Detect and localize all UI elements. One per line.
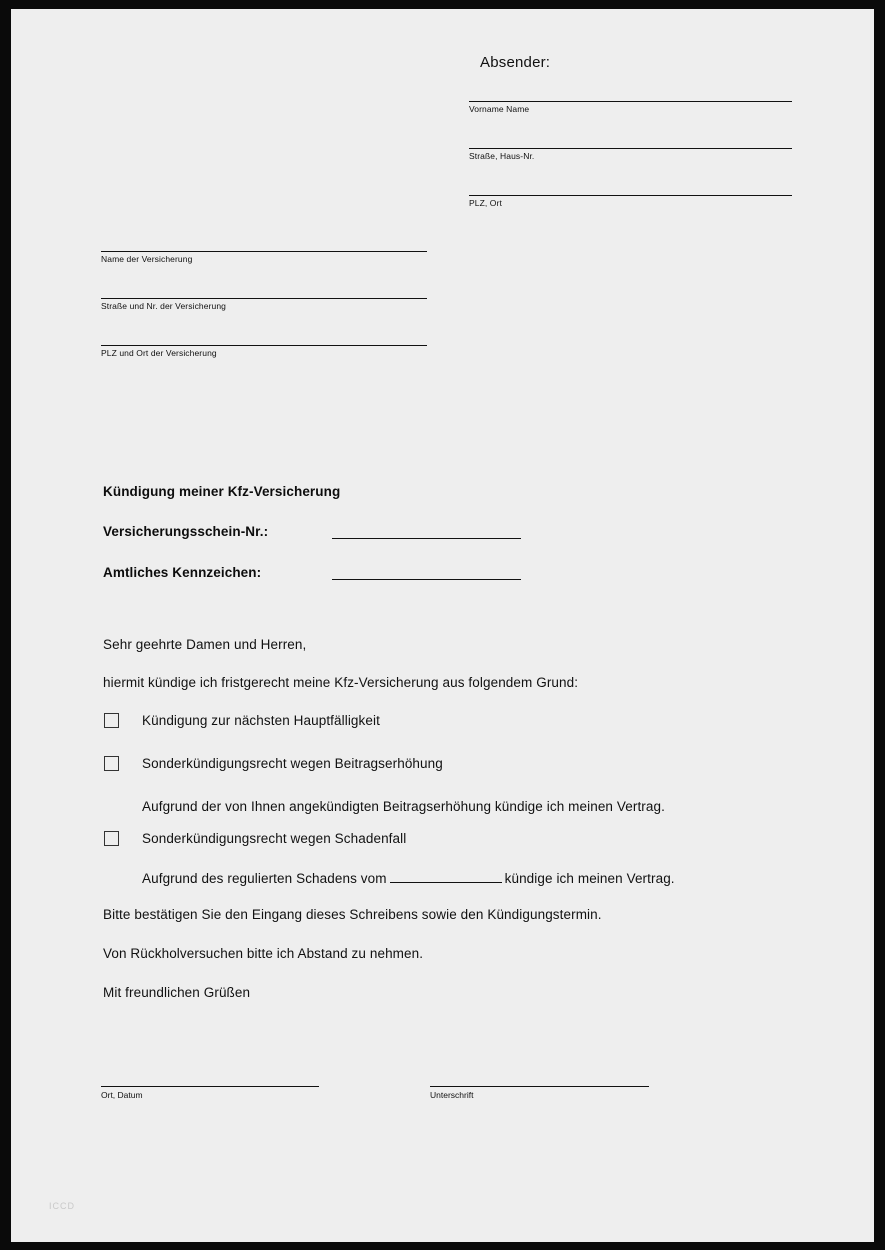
recipient-city-field[interactable] [101, 345, 427, 358]
recipient-street-caption: Straße und Nr. der Versicherung [101, 301, 226, 311]
recipient-city-caption: PLZ und Ort der Versicherung [101, 348, 217, 358]
policy-number-input[interactable] [332, 538, 521, 539]
signature-caption: Unterschrift [430, 1090, 474, 1100]
option-label-schadenfall: Sonderkündigungsrecht wegen Schadenfall [142, 831, 407, 846]
option-label-beitragserhoehung: Sonderkündigungsrecht wegen Beitragserhöhung [142, 756, 443, 771]
option-note-schadenfall [142, 871, 675, 886]
sender-name-caption: Vorname Name [469, 104, 530, 114]
sender-name-rule [469, 101, 792, 102]
checkbox-beitragserhoehung[interactable] [104, 756, 119, 771]
closing-text: Mit freundlichen Grüßen [103, 985, 251, 1000]
watermark-label: ICCD [49, 1201, 75, 1211]
plate-label: Amtliches Kennzeichen: [103, 565, 262, 580]
document-sheet [11, 9, 874, 1242]
signature-rule [430, 1086, 649, 1087]
option-label-hauptfaelligkeit: Kündigung zur nächsten Hauptfälligkeit [142, 713, 380, 728]
sender-name-field[interactable] [469, 101, 792, 114]
sender-heading: Absender: [480, 54, 551, 71]
intro-text: hiermit kündige ich fristgerecht meine Kfz-Versicherung aus folgendem Grund: [103, 675, 579, 690]
sender-city-caption: PLZ, Ort [469, 198, 502, 208]
recipient-street-rule [101, 298, 427, 299]
checkbox-hauptfaelligkeit[interactable] [104, 713, 119, 728]
schadenfall-note-after: kündige ich meinen Vertrag. [504, 871, 675, 886]
salutation: Sehr geehrte Damen und Herren, [103, 637, 307, 652]
option-note-beitragserhoehung: Aufgrund der von Ihnen angekündigten Beitragserhöhung kündige ich meinen Vertrag. [142, 799, 665, 814]
sender-city-field[interactable] [469, 195, 792, 208]
recipient-name-rule [101, 251, 427, 252]
recipient-name-field[interactable] [101, 251, 427, 264]
sender-street-rule [469, 148, 792, 149]
checkbox-schadenfall[interactable] [104, 831, 119, 846]
recipient-city-rule [101, 345, 427, 346]
plate-input[interactable] [332, 579, 521, 580]
sender-city-rule [469, 195, 792, 196]
place-date-field[interactable] [101, 1086, 319, 1100]
no-retention-text: Von Rückholversuchen bitte ich Abstand zu nehmen. [103, 946, 424, 961]
place-date-caption: Ort, Datum [101, 1090, 143, 1100]
subject-heading: Kündigung meiner Kfz-Versicherung [103, 484, 341, 499]
recipient-street-field[interactable] [101, 298, 427, 311]
signature-field[interactable] [430, 1086, 649, 1100]
schadenfall-date-input[interactable] [390, 871, 502, 883]
confirm-text: Bitte bestätigen Sie den Eingang dieses Schreibens sowie den Kündigungstermin. [103, 907, 602, 922]
recipient-name-caption: Name der Versicherung [101, 254, 193, 264]
sender-street-field[interactable] [469, 148, 792, 161]
schadenfall-note-before: Aufgrund des regulierten Schadens vom [142, 871, 387, 886]
place-date-rule [101, 1086, 319, 1087]
policy-number-label: Versicherungsschein-Nr.: [103, 524, 269, 539]
sender-street-caption: Straße, Haus-Nr. [469, 151, 535, 161]
